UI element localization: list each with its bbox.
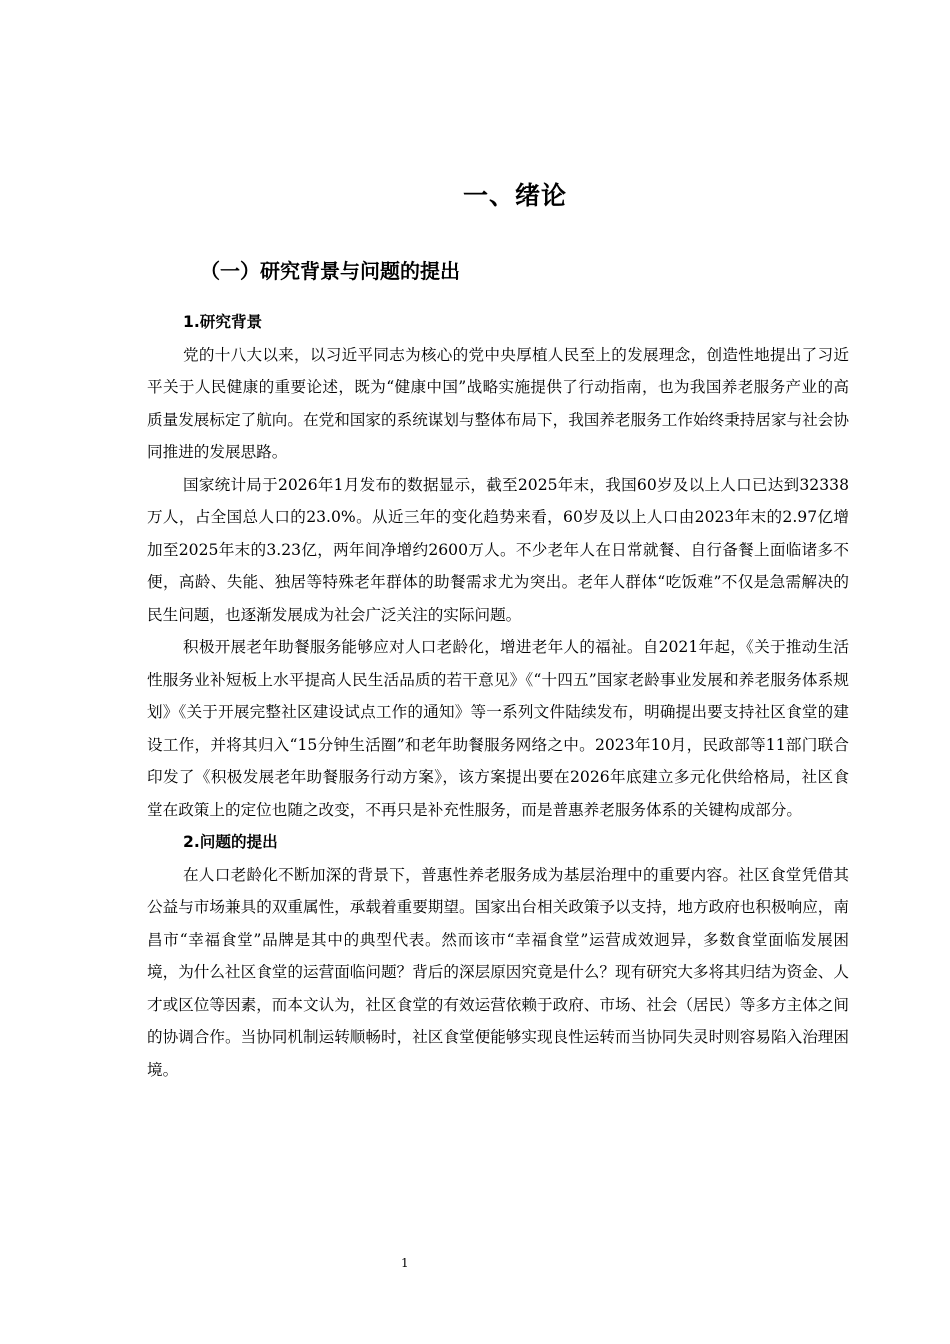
paragraph-problem-1: 在人口老龄化不断加深的背景下，普惠性养老服务成为基层治理中的重要内容。社区食堂凭借其公益与市场兼具的双重属性，承载着重要期望。国家出台相关政策予以支持，地方政府也积极响应，南昌市“幸福食堂”品牌是其中的典型代表。然而该市“幸福食堂”运营成效迥异，多数食堂面临发展困境，为什么社区食堂的运营面临问题？背后的深层原因究竟是什么？现有研究大多将其归结为资金、人才或区位等因素，而本文认为，社区食堂的有效运营依赖于政府、市场、社会（居民）等多方主体之间的协调合作。当协同机制运转顺畅时，社区食堂便能够实现良性运转而当协同失灵时则容易陷入治理困境。 [147,865,849,1079]
section-title: （一）研究背景与问题的提出 [200,259,460,283]
chapter-title: 一、绪论 [462,181,567,210]
subsection-heading-background: 1.研究背景 [183,313,263,331]
paragraph-background-2: 国家统计局于2026年1月发布的数据显示，截至2025年末，我国60岁及以上人口已达到32338万人，占全国总人口的23.0%。从近三年的变化趋势来看，60岁及以上人口由2023年末的2.97亿增加至2025年末的3.23亿，两年间净增约2600万人。不少老年人在日常就餐、自行备餐上面临诸多不便，高龄、失能、独居等特殊老年群体的助餐需求尤为突出。老年人群体“吃饭难”不仅是急需解决的民生问题，也逐渐发展成为社会广泛关注的实际问题。 [147,475,849,624]
paragraph-background-3: 积极开展老年助餐服务能够应对人口老龄化，增进老年人的福祉。自2021年起，《关于推动生活性服务业补短板上水平提高人民生活品质的若干意见》《“十四五”国家老龄事业发展和养老服务体系规划》《关于开展完整社区建设试点工作的通知》等一系列文件陆续发布，明确提出要支持社区食堂的建设工作，并将其归入“15分钟生活圈”和老年助餐服务网络之中。2023年10月，民政部等11部门联合印发了《积极发展老年助餐服务行动方案》，该方案提出要在2026年底建立多元化供给格局，社区食堂在政策上的定位也随之改变，不再只是补充性服务，而是普惠养老服务体系的关键构成部分。 [147,638,849,819]
page-number: 1 [401,1256,409,1270]
body-text [147,306,849,1086]
paragraph-background-1: 党的十八大以来，以习近平同志为核心的党中央厚植人民至上的发展理念，创造性地提出了习近平关于人民健康的重要论述，既为“健康中国”战略实施提供了行动指南，也为我国养老服务产业的高质量发展标定了航向。在党和国家的系统谋划与整体布局下，我国养老服务工作始终秉持居家与社会协同推进的发展思路。 [147,345,849,461]
subsection-heading-problem: 2.问题的提出 [183,833,278,851]
